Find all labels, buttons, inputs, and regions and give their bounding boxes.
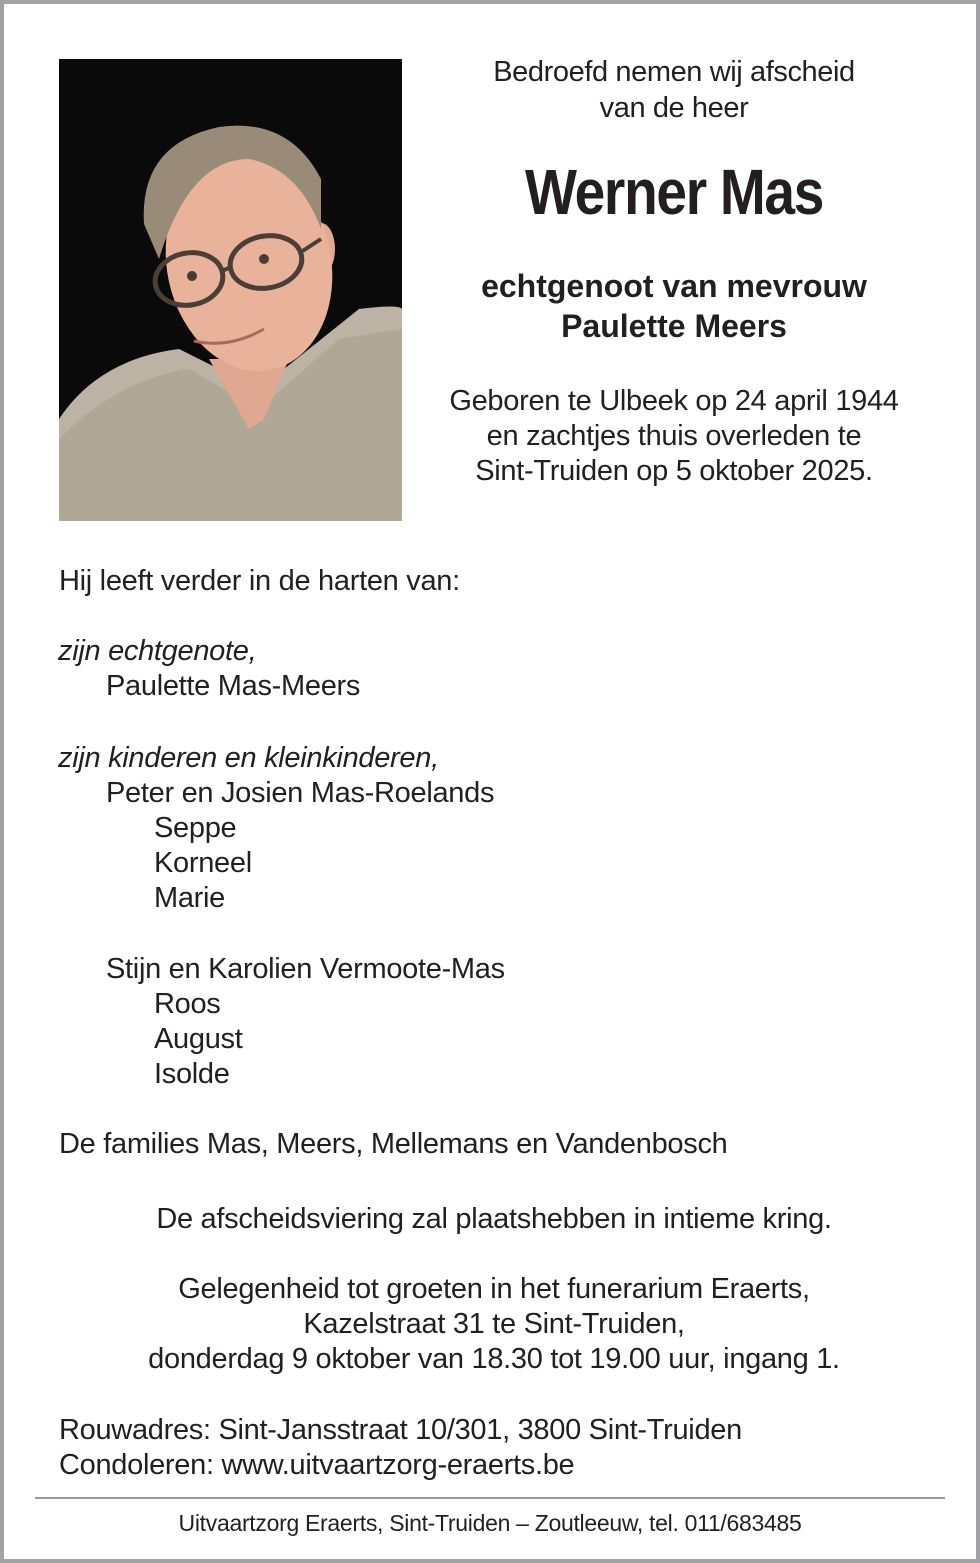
grandchild: Isolde	[154, 1058, 230, 1090]
grandchild: Seppe	[154, 812, 237, 844]
funeral-home-footer: Uitvaartzorg Eraerts, Sint-Truiden – Zoutleeuw, tel. 011/683485	[178, 1510, 802, 1536]
spouse-line-1: echtgenoot van mevrouw	[481, 268, 867, 304]
intro-text	[414, 54, 934, 126]
family-1-parents: Peter en Josien Mas-Roelands	[106, 777, 495, 809]
mourning-address: Rouwadres: Sint-Jansstraat 10/301, 3800 Sint-Truiden	[59, 1414, 742, 1446]
footer-divider	[35, 1497, 945, 1499]
born-line-3: Sint-Truiden op 5 oktober 2025.	[475, 455, 873, 487]
grandchild: August	[154, 1023, 243, 1055]
spouse-label: zijn echtgenote,	[58, 635, 257, 667]
extended-families: De families Mas, Meers, Mellemans en Vandenbosch	[59, 1128, 728, 1160]
born-line-2: en zachtjes thuis overleden te	[486, 420, 862, 452]
visitation-line-3: donderdag 9 oktober van 18.30 tot 19.00 uur, ingang 1.	[148, 1343, 840, 1375]
deceased-name: Werner Mas	[524, 156, 824, 228]
visitation-info	[44, 1272, 944, 1377]
children-label: zijn kinderen en kleinkinderen,	[58, 742, 439, 774]
farewell-text: De afscheidsviering zal plaatshebben in intieme kring.	[156, 1203, 832, 1235]
visitation-line-1: Gelegenheid tot groeten in het funerarium Eraerts,	[178, 1273, 810, 1305]
intro-line-2: van de heer	[599, 92, 749, 124]
birth-death-info	[414, 384, 934, 489]
mourners-heading: Hij leeft verder in de harten van:	[59, 565, 460, 597]
visitation-line-2: Kazelstraat 31 te Sint-Truiden,	[303, 1308, 685, 1340]
condolences-link[interactable]: Condoleren: www.uitvaartzorg-eraerts.be	[59, 1449, 575, 1481]
spouse-name: Paulette Mas-Meers	[106, 670, 361, 702]
intro-line-1: Bedroefd nemen wij afscheid	[493, 56, 855, 88]
grandchild: Marie	[154, 882, 226, 914]
portrait-photo	[59, 59, 402, 521]
family-2-parents: Stijn en Karolien Vermoote-Mas	[106, 953, 505, 985]
spouse-info	[414, 266, 934, 346]
grandchild: Korneel	[154, 847, 252, 879]
portrait-image-icon	[59, 59, 402, 521]
born-line-1: Geboren te Ulbeek op 24 april 1944	[449, 385, 899, 417]
grandchild: Roos	[154, 988, 221, 1020]
spouse-line-2: Paulette Meers	[561, 308, 787, 344]
